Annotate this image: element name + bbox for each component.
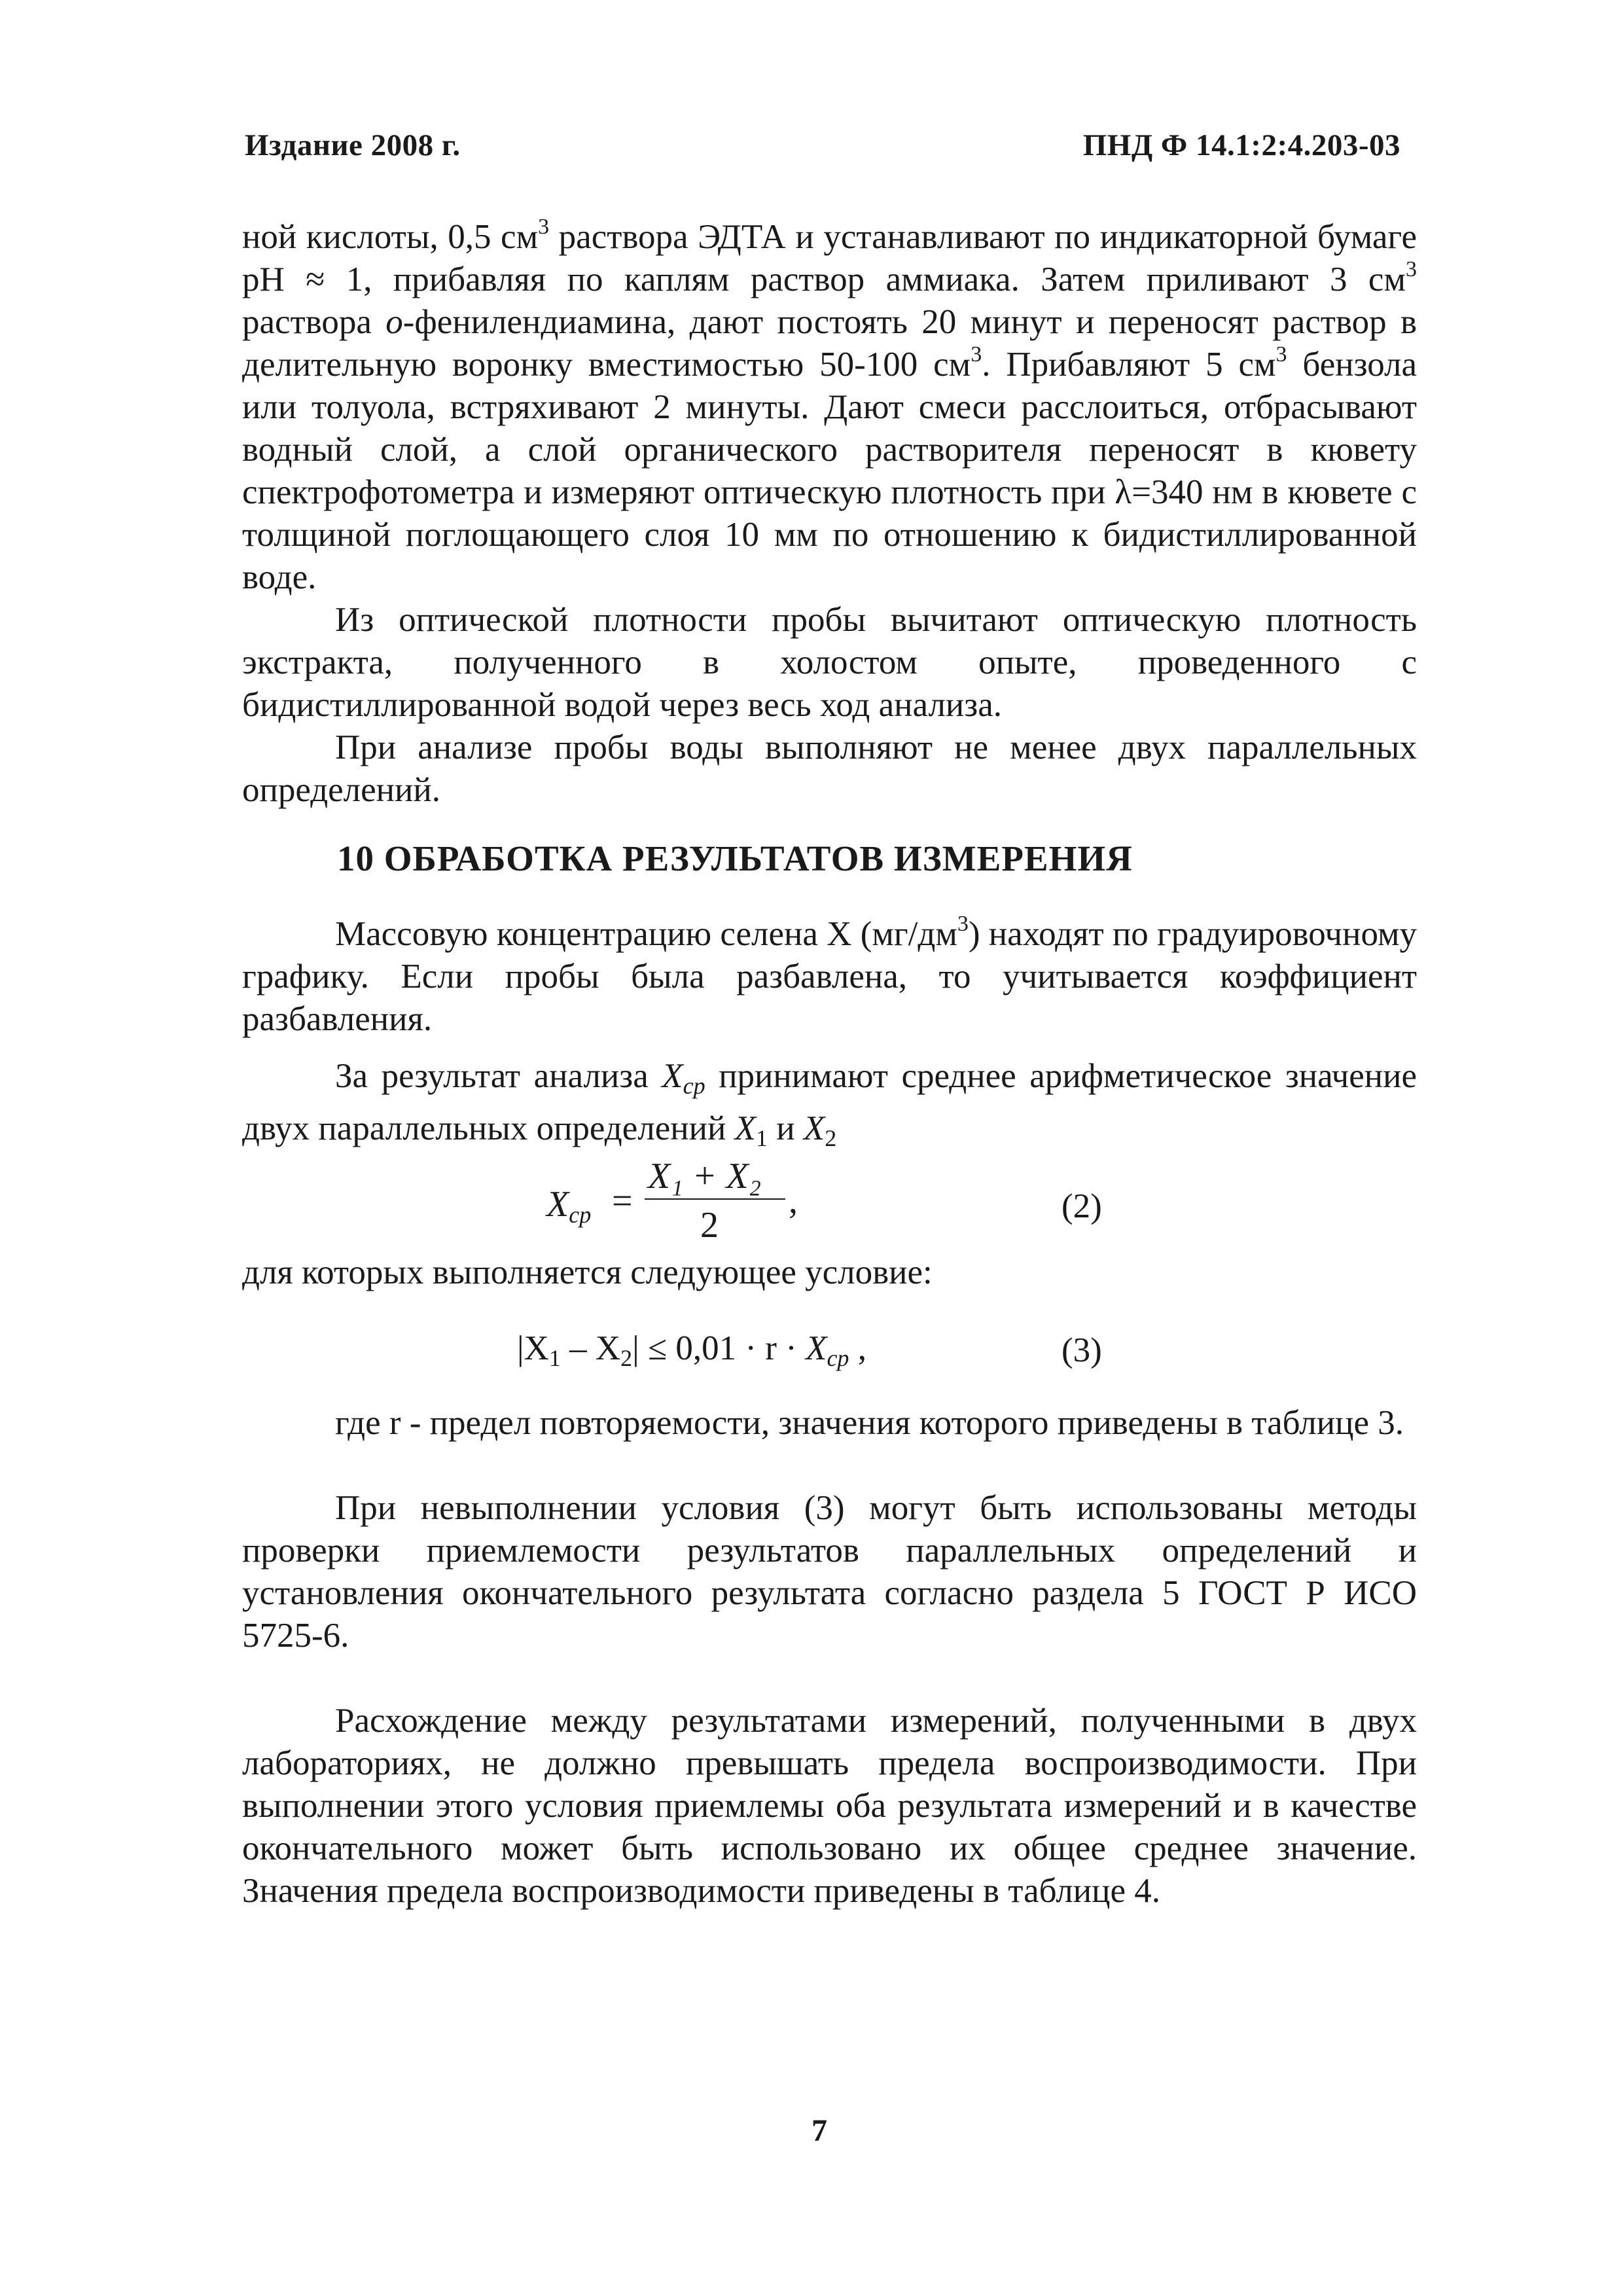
paragraph-blank-correction: Из оптической плотности пробы вычитают оптическую плотность экстракта, полученного в холостом опыте, проведенного с бидистиллированной водой через весь ход анализа. — [242, 601, 1417, 724]
formula-mean-equals: = — [612, 1181, 633, 1221]
header-document-code: ПНД Ф 14.1:2:4.203-03 — [1082, 128, 1400, 162]
fraction-line — [645, 1198, 785, 1200]
formula-mean-lhs: $X_{ср}$ — [546, 1184, 592, 1228]
formula-mean-denominator: 2 — [700, 1205, 719, 1246]
section-continuation — [242, 216, 1417, 812]
formula-condition-expression: $|X_1 - X_2| \le 0,01 \cdot r \cdot X_{ср}$ , — [517, 1329, 866, 1371]
paragraph-acceptability: При невыполнении условия (3) могут быть использованы методы проверки приемлемости результатов параллельных определений и установления окончательного результата согласно раздела 5 ГОСТ Р ИСО 5725-6. — [242, 1489, 1417, 1655]
header-edition: Издание 2008 г. — [245, 128, 461, 162]
paragraph-repeatability: где r - предел повторяемости, значения которого приведены в таблице 3. — [335, 1404, 1404, 1442]
paragraph-parallel-determinations: При анализе пробы воды выполняют не менее двух параллельных определений. — [242, 728, 1417, 809]
condition-intro: для которых выполняется следующее условие: — [242, 1253, 933, 1291]
paragraph-mean-result: За результат анализа $X_{ср}$ принимают среднее арифметическое значение двух параллельных определений $X_1$ и $X_2$ — [242, 1057, 1417, 1151]
paragraph-concentration: Массовую концентрацию селена X $(мг/дм^3)$ находят по градуировочному графику. Если пробы была разбавлена, то учитывается коэффициент разбавления. — [242, 912, 1417, 1038]
formula-mean-numerator: X₁ + X₂ — [648, 1156, 762, 1196]
page-number: 7 — [812, 2113, 827, 2148]
equation-number-3: (3) — [1061, 1331, 1102, 1369]
paragraph-reproducibility: Расхождение между результатами измерений, полученными в двух лабораториях, не должно превышать предела воспроизводимости. При выполнении этого условия приемлемы оба результата измерений и в качестве окончательного может быть использовано их общее среднее значение. Значения предела воспроизводимости приведены в таблице 4. — [242, 1702, 1417, 1910]
section-results-text — [242, 913, 1417, 1160]
formula-mean-comma: , — [789, 1181, 798, 1221]
section-results-tail — [242, 1402, 1417, 1912]
paragraph-extraction: ной кислоты, 0,5 $см^3$ раствора ЭДТА и устанавливают по индикаторной бумаге pH ≈ 1, прибавляя по каплям раствор аммиака. Затем приливают 3 $см^3$ раствора о-фенилендиамина, дают постоять 20 минут и переносят раствор в делительную воронку вместимостью 50-100 $см^3$. Прибавляют 5 $см^3$ бензола или толуола, встряхивают 2 минуты. Дают смеси расслоиться, отбрасывают водный слой, а слой органического растворителя переносят в кювету спектрофотометра и измеряют оптическую плотность при λ=340 нм в кювете с толщиной поглощающего слоя 10 мм по отношению к бидистиллированной воде. — [242, 215, 1418, 596]
equation-number-2: (2) — [1061, 1187, 1102, 1225]
section-heading: 10 ОБРАБОТКА РЕЗУЛЬТАТОВ ИЗМЕРЕНИЯ — [337, 838, 1133, 878]
